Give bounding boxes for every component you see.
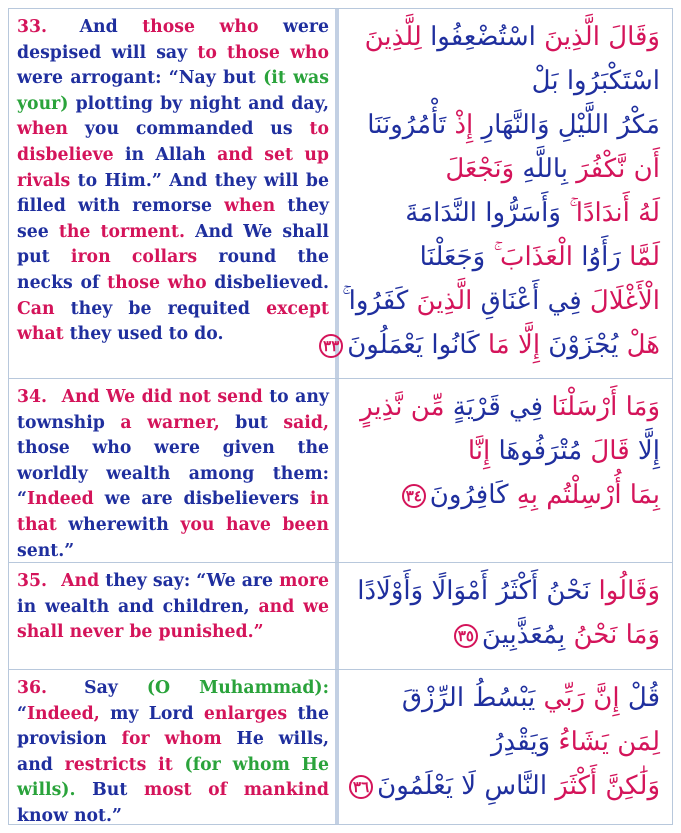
english-translation [17, 15, 329, 348]
arabic-segment: وَمَا نَحْنُ [565, 620, 660, 650]
arabic-segment: اسْتُضْعِفُوا [421, 22, 536, 52]
arabic-segment: يُجْزَوْنَ [540, 330, 619, 360]
translation-segment: Say [84, 678, 147, 698]
translation-segment: restricts it [64, 754, 173, 775]
translation-segment: we are disbelievers [93, 489, 310, 510]
translation-segment: And We did not send [61, 387, 270, 407]
arabic-line [351, 59, 660, 103]
translation-segment: when [224, 196, 276, 217]
translation-segment: were arrogant: “Nay but [17, 68, 264, 89]
translation-segment: enlarges [203, 703, 288, 724]
translation-segment: round the necks of [17, 247, 329, 293]
arabic-segment: وَجَعَلْنَا [419, 242, 486, 272]
arabic-segment: إِنَّ رَبِّي [535, 683, 620, 713]
translation-segment: you commanded us [68, 119, 310, 140]
translation-segment: (O Muhammad): [146, 678, 329, 698]
ayah-number-marker: ٣٦ [349, 775, 373, 799]
arabic-segment: لَهُ أَندَادًا ۚ [560, 198, 660, 228]
arabic-line [351, 764, 660, 808]
arabic-segment: قَالَ [582, 436, 630, 466]
translation-segment: a warner, [120, 412, 220, 433]
arabic-segment: مُتْرَفُوهَا [490, 436, 583, 466]
verse-row-34 [9, 379, 672, 563]
translation-segment: plotting by night and day, [68, 93, 329, 114]
arabic-line [351, 15, 660, 59]
english-translation [17, 676, 329, 830]
english-cell [9, 9, 339, 378]
english-translation [17, 569, 329, 646]
arabic-segment: لِمَن يَشَاءُ [550, 727, 660, 757]
translation-segment: most of mankind [143, 780, 329, 801]
translation-segment: the torment. [58, 221, 185, 242]
translation-segment: in that [17, 489, 329, 535]
english-cell [9, 379, 339, 562]
translation-segment: to those who [197, 42, 329, 63]
arabic-segment: الْأَغْلَالَ [581, 286, 660, 316]
ayah-number-marker: ٣٤ [402, 484, 426, 508]
translation-segment: Can [17, 298, 55, 319]
translation-segment: Indeed, [26, 703, 100, 724]
arabic-line [351, 429, 660, 473]
arabic-line [351, 569, 660, 613]
translation-segment: you have been [180, 514, 329, 535]
translation-segment: in wealth and children, [17, 596, 259, 617]
translation-segment: And [79, 17, 143, 37]
translation-segment: those who [142, 17, 259, 37]
arabic-segment: إِلَّا مَا [479, 330, 541, 360]
arabic-segment: إِلَّا [629, 436, 660, 466]
arabic-segment: كَانُوا يَعْمَلُونَ [347, 330, 480, 360]
translation-segment: except what [17, 298, 329, 345]
arabic-segment: أَن نَّكْفُرَ [568, 154, 660, 184]
arabic-segment: وَلَٰكِنَّ أَكْثَرَ [547, 771, 660, 801]
arabic-cell [323, 9, 672, 378]
verse-number: 36. [17, 678, 48, 698]
translation-segment: my Lord [99, 703, 204, 724]
translation-segment: (it was your) [17, 68, 329, 114]
arabic-segment: قُلْ [619, 683, 660, 713]
translation-segment: And [61, 571, 106, 591]
translation-segment: and set up rivals [17, 144, 330, 191]
english-translation [17, 385, 329, 564]
arabic-segment: أَمْوَالًا وَأَوْلَادًا [357, 576, 489, 606]
verse-number: 35. [17, 571, 48, 591]
arabic-cell [343, 563, 672, 669]
arabic-cell [343, 670, 672, 824]
translation-segment: they be requited [54, 298, 267, 319]
arabic-segment: مِّن نَّذِيرٍ [360, 392, 445, 422]
translation-segment: to any township [17, 387, 329, 433]
arabic-segment: بِمَا أُرْسِلْتُم بِهِ [508, 480, 660, 510]
arabic-segment: بِاللَّهِ [514, 154, 569, 184]
arabic-segment: كَافِرُونَ [429, 480, 509, 510]
arabic-segment: رَأَوُا [573, 242, 621, 272]
translation-segment [173, 755, 185, 775]
translation-segment: know not.” [17, 805, 122, 826]
translation-segment: wherewith [56, 514, 181, 535]
arabic-line [342, 279, 660, 323]
arabic-segment: إِنَّا [467, 436, 491, 466]
translation-segment: but [219, 412, 284, 433]
arabic-segment: إِذْ [446, 110, 474, 140]
translation-segment: to Him.” And they will be filled with remorse [17, 170, 329, 217]
arabic-segment: نَحْنُ أَكْثَرُ [488, 576, 591, 606]
translation-segment: and we shall never be punished.” [17, 596, 329, 643]
arabic-segment: اسْتَكْبَرُوا بَلْ [531, 66, 660, 96]
arabic-segment: لَمَّا [620, 242, 660, 272]
translation-segment: they say: “We are [105, 571, 280, 591]
verse-number: 34. [17, 387, 48, 407]
translation-segment: said, [283, 412, 329, 433]
arabic-line [323, 323, 660, 367]
arabic-segment: وَيَقْدِرُ [490, 727, 551, 757]
arabic-segment: يَبْسُطُ الرِّزْقَ [401, 683, 536, 713]
verse-row-33 [9, 9, 672, 379]
arabic-line [351, 385, 660, 429]
verse-row-35 [9, 563, 672, 670]
arabic-line [351, 147, 660, 191]
arabic-line [351, 103, 660, 147]
arabic-segment: مَكْرُ اللَّيْلِ وَالنَّهَارِ [473, 110, 660, 140]
translation-segment: He wills, and [17, 729, 329, 775]
arabic-segment: تَأْمُرُونَنَا [367, 110, 447, 140]
arabic-line [351, 191, 660, 235]
arabic-segment: هَلْ [618, 330, 660, 360]
translation-segment: they used to do. [63, 324, 224, 345]
arabic-segment: النَّاسِ لَا يَعْلَمُونَ [377, 771, 548, 801]
english-cell [9, 670, 339, 824]
translation-segment: those who were given the worldly wealth among them: “ [17, 438, 329, 510]
translation-segment: when [17, 119, 68, 140]
translation-segment: in Allah [113, 144, 218, 165]
verse-row-36 [9, 670, 672, 824]
ayah-number-marker: ٣٥ [454, 624, 478, 648]
translation-segment: for whom [121, 729, 222, 750]
arabic-segment: وَقَالَ الَّذِينَ [535, 22, 660, 52]
translation-segment: But [75, 780, 144, 801]
arabic-segment: كَفَرُوا ۚ [342, 286, 409, 316]
verse-number: 33. [17, 17, 48, 37]
translation-segment: And We shall put [17, 221, 329, 268]
arabic-segment: وَأَسَرُّوا النَّدَامَةَ [405, 198, 561, 228]
translation-segment: (for whom He wills). [17, 754, 329, 801]
english-cell [9, 563, 339, 669]
arabic-segment: لِلَّذِينَ [364, 22, 422, 52]
translation-segment: more [279, 571, 329, 591]
ayah-number-marker: ٣٣ [319, 334, 343, 358]
arabic-segment: وَقَالُوا [590, 576, 660, 606]
translation-segment: disbelieved. [206, 272, 330, 293]
translation-segment: sent.” [17, 540, 75, 561]
verse-table [8, 8, 673, 825]
translation-segment: to disbelieve [17, 119, 329, 165]
translation-segment: those who [107, 272, 207, 293]
arabic-line [351, 473, 660, 517]
arabic-line [351, 235, 660, 279]
translation-segment: Indeed [26, 489, 94, 510]
arabic-line [351, 613, 660, 657]
arabic-cell [343, 379, 672, 562]
translation-segment: they see [17, 196, 329, 242]
arabic-segment: فِي أَعْنَاقِ [472, 286, 582, 316]
arabic-segment: فِي قَرْيَةٍ [444, 392, 544, 422]
translation-segment: were despised will say [17, 17, 329, 63]
arabic-line [351, 676, 660, 720]
arabic-segment: وَمَا أَرْسَلْنَا [543, 392, 660, 422]
arabic-segment: الَّذِينَ [408, 286, 473, 316]
arabic-segment: وَنَجْعَلَ [445, 154, 515, 184]
arabic-segment: الْعَذَابَ ۚ [485, 242, 574, 272]
translation-segment: iron collars [70, 247, 198, 268]
translation-segment: “ [17, 703, 27, 724]
translation-segment: the provision [17, 703, 329, 750]
arabic-segment: بِمُعَذَّبِينَ [481, 620, 566, 650]
arabic-line [351, 720, 660, 764]
